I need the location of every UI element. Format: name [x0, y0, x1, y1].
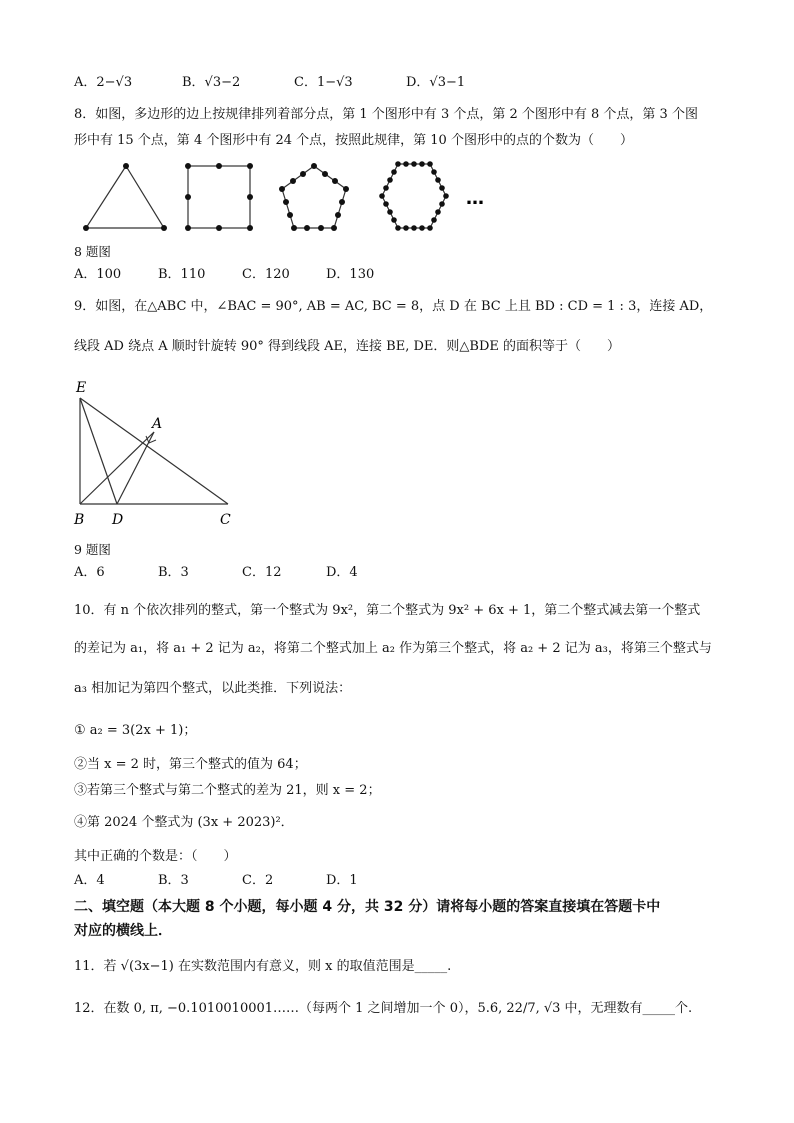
label-c: C — [220, 512, 231, 528]
q8-option-a: A．100 — [74, 267, 122, 282]
q8-text-line1: 8．如图，多边形的边上按规律排列着部分点，第 1 个图形中有 3 个点，第 2 个图形中有 8 个点，第 3 个图 — [74, 107, 698, 122]
q9-text-line2: 线段 AD 绕点 A 顺时针旋转 90° 得到线段 AE，连接 BE, DE．则△BDE 的面积等于（ ） — [74, 339, 620, 354]
label-e: E — [76, 380, 87, 396]
q8-option-b: B．110 — [158, 267, 206, 282]
q9-options — [74, 564, 358, 582]
q10-options — [74, 872, 358, 890]
q7-options — [74, 74, 465, 92]
q10-text-line2: 的差记为 a₁，将 a₁ + 2 记为 a₂，将第二个整式加上 a₂ 作为第三个整式，将 a₂ + 2 记为 a₃，将第三个整式与 — [74, 641, 712, 656]
q8-ellipsis: … — [466, 188, 484, 209]
q7-option-c: C．1−√3 — [294, 75, 353, 90]
q7-option-a: A．2−√3 — [74, 75, 133, 90]
q7-option-b: B．√3−2 — [182, 75, 241, 90]
hexagon-figure — [379, 161, 449, 231]
q10-statement-2: ②当 x = 2 时，第三个整式的值为 64； — [74, 757, 307, 772]
q9-option-c: C．12 — [242, 565, 282, 580]
q8-option-c: C．120 — [242, 267, 290, 282]
q10-option-a: A．4 — [74, 873, 105, 888]
q10-text-line1: 10．有 n 个依次排列的整式，第一个整式为 9x²，第二个整式为 9x² + 6x + 1，第二个整式减去第一个整式 — [74, 603, 701, 618]
q10-statement-3: ③若第三个整式与第二个整式的差为 21，则 x = 2； — [74, 783, 381, 798]
q9-text-line1: 9．如图，在△ABC 中，∠BAC = 90°, AB = AC, BC = 8，点 D 在 BC 上且 BD : CD = 1 : 3，连接 AD， — [74, 299, 713, 314]
q10-option-d: D．1 — [326, 873, 358, 888]
q8-options — [74, 266, 374, 284]
square-figure — [185, 163, 253, 231]
q8-caption: 8 题图 — [74, 244, 111, 259]
q10-option-c: C．2 — [242, 873, 274, 888]
q8-text-line2: 形中有 15 个点，第 4 个图形中有 24 个点，按照此规律，第 10 个图形中的点的个数为（ ） — [74, 133, 633, 148]
section2-heading-line2: 对应的横线上． — [74, 923, 172, 939]
q9-option-a: A．6 — [74, 565, 105, 580]
q10-option-b: B．3 — [158, 873, 189, 888]
q7-option-d: D．√3−1 — [406, 75, 466, 90]
pentagon-figure — [279, 163, 349, 231]
q10-statement-1: ① a₂ = 3(2x + 1)； — [74, 723, 197, 738]
q11-text: 11．若 √(3x−1) 在实数范围内有意义，则 x 的取值范围是_____. — [74, 959, 452, 974]
q10-question: 其中正确的个数是：（ ） — [74, 849, 237, 864]
q9-option-b: B．3 — [158, 565, 189, 580]
q10-statement-4: ④第 2024 个整式为 (3x + 2023)²． — [74, 815, 294, 830]
q8-option-d: D．130 — [326, 267, 375, 282]
q8-polygon-figure — [74, 158, 494, 238]
label-d: D — [112, 512, 124, 528]
section2-heading-line1: 二、填空题（本大题 8 个小题，每小题 4 分，共 32 分）请将每小题的答案直接填在答题卡中 — [74, 899, 661, 915]
q9-triangle-figure — [70, 378, 250, 528]
q9-caption: 9 题图 — [74, 542, 111, 557]
triangle-figure — [83, 163, 167, 231]
q9-option-d: D．4 — [326, 565, 358, 580]
q10-text-line3: a₃ 相加记为第四个整式，以此类推．下列说法： — [74, 681, 352, 696]
q12-text: 12．在数 0, π, −0.1010010001……（每两个 1 之间增加一个 0），5.6̇, 22/7, √3 中，无理数有_____个. — [74, 1001, 693, 1016]
label-b: B — [74, 512, 85, 528]
label-a: A — [152, 416, 163, 432]
